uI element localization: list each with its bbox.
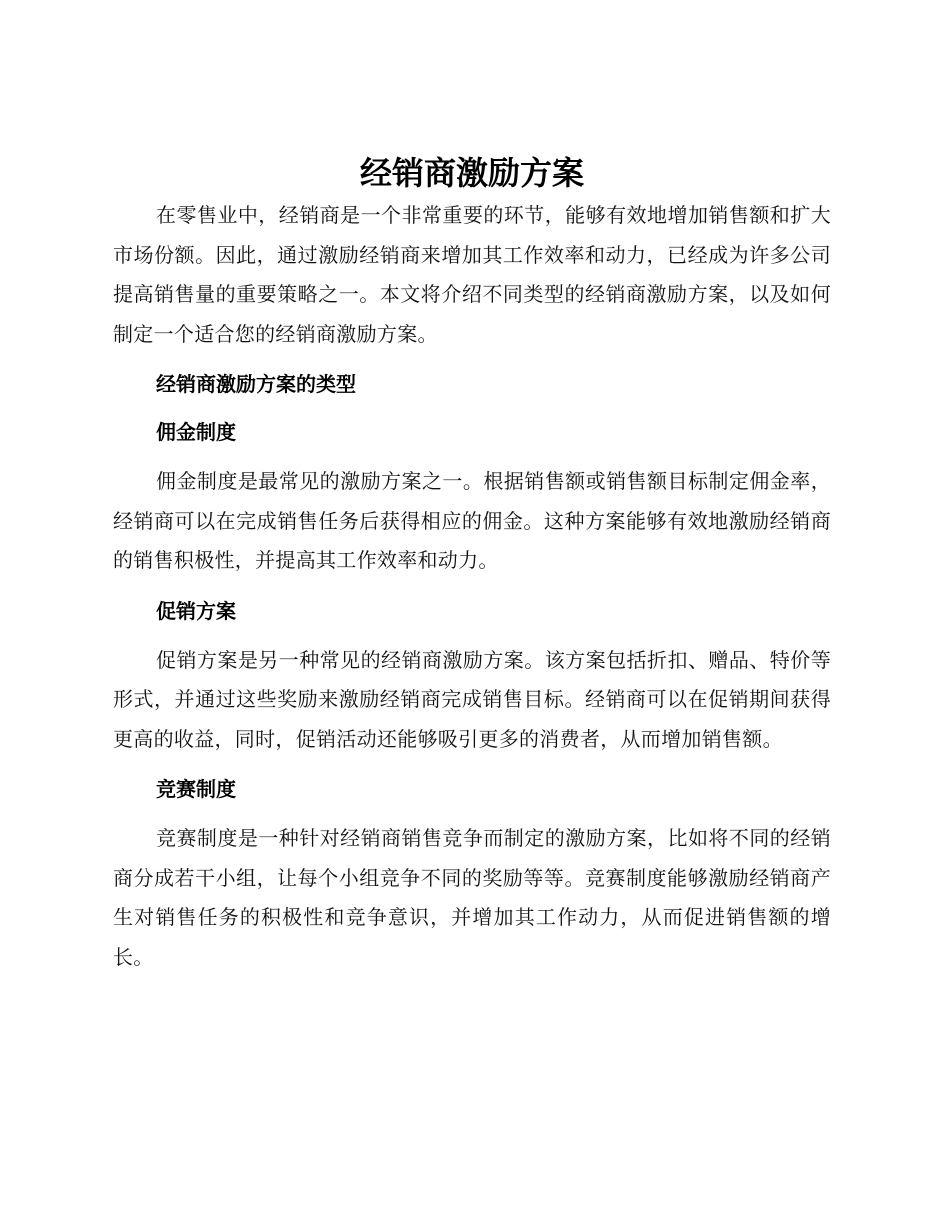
subsection-body-competition: 竞赛制度是一种针对经销商销售竞争而制定的激励方案，比如将不同的经销商分成若干小组，让每个小组竞争不同的奖励等等。竞赛制度能够激励经销商产生对销售任务的积极性和竞争意识，并增加其工作动力，从而促进销售额的增长。	[113, 826, 831, 969]
document-page	[113, 150, 831, 977]
subsection-heading-promotion: 促销方案	[156, 598, 236, 623]
intro-paragraph: 在零售业中，经销商是一个非常重要的环节，能够有效地增加销售额和扩大市场份额。因此，通过激励经销商来增加其工作效率和动力，已经成为许多公司提高销售量的重要策略之一。本文将介绍不同类型的经销商激励方案，以及如何制定一个适合您的经销商激励方案。	[113, 203, 831, 346]
spacer	[113, 807, 831, 819]
subsection-heading-competition: 竞赛制度	[156, 777, 236, 801]
section-heading-types: 经销商激励方案的类型	[156, 372, 356, 396]
spacer	[113, 354, 831, 366]
spacer	[113, 402, 831, 414]
spacer	[113, 759, 831, 771]
subsection-body-promotion: 促销方案是另一种常见的经销商激励方案。该方案包括折扣、赠品、特价等形式，并通过这些奖励来激励经销商完成销售目标。经销商可以在促销期间获得更高的收益，同时，促销活动还能够吸引更多的消费者，从而增加销售额。	[113, 647, 831, 751]
spacer	[113, 581, 831, 593]
subsection-heading-commission: 佣金制度	[156, 420, 236, 444]
spacer	[113, 629, 831, 641]
subsection-body-commission: 佣金制度是最常见的激励方案之一。根据销售额或销售额目标制定佣金率，经销商可以在完成销售任务后获得相应的佣金。这种方案能够有效地激励经销商的销售积极性，并提高其工作效率和动力。	[113, 469, 831, 572]
document-title: 经销商激励方案	[359, 154, 584, 192]
spacer	[113, 450, 831, 462]
